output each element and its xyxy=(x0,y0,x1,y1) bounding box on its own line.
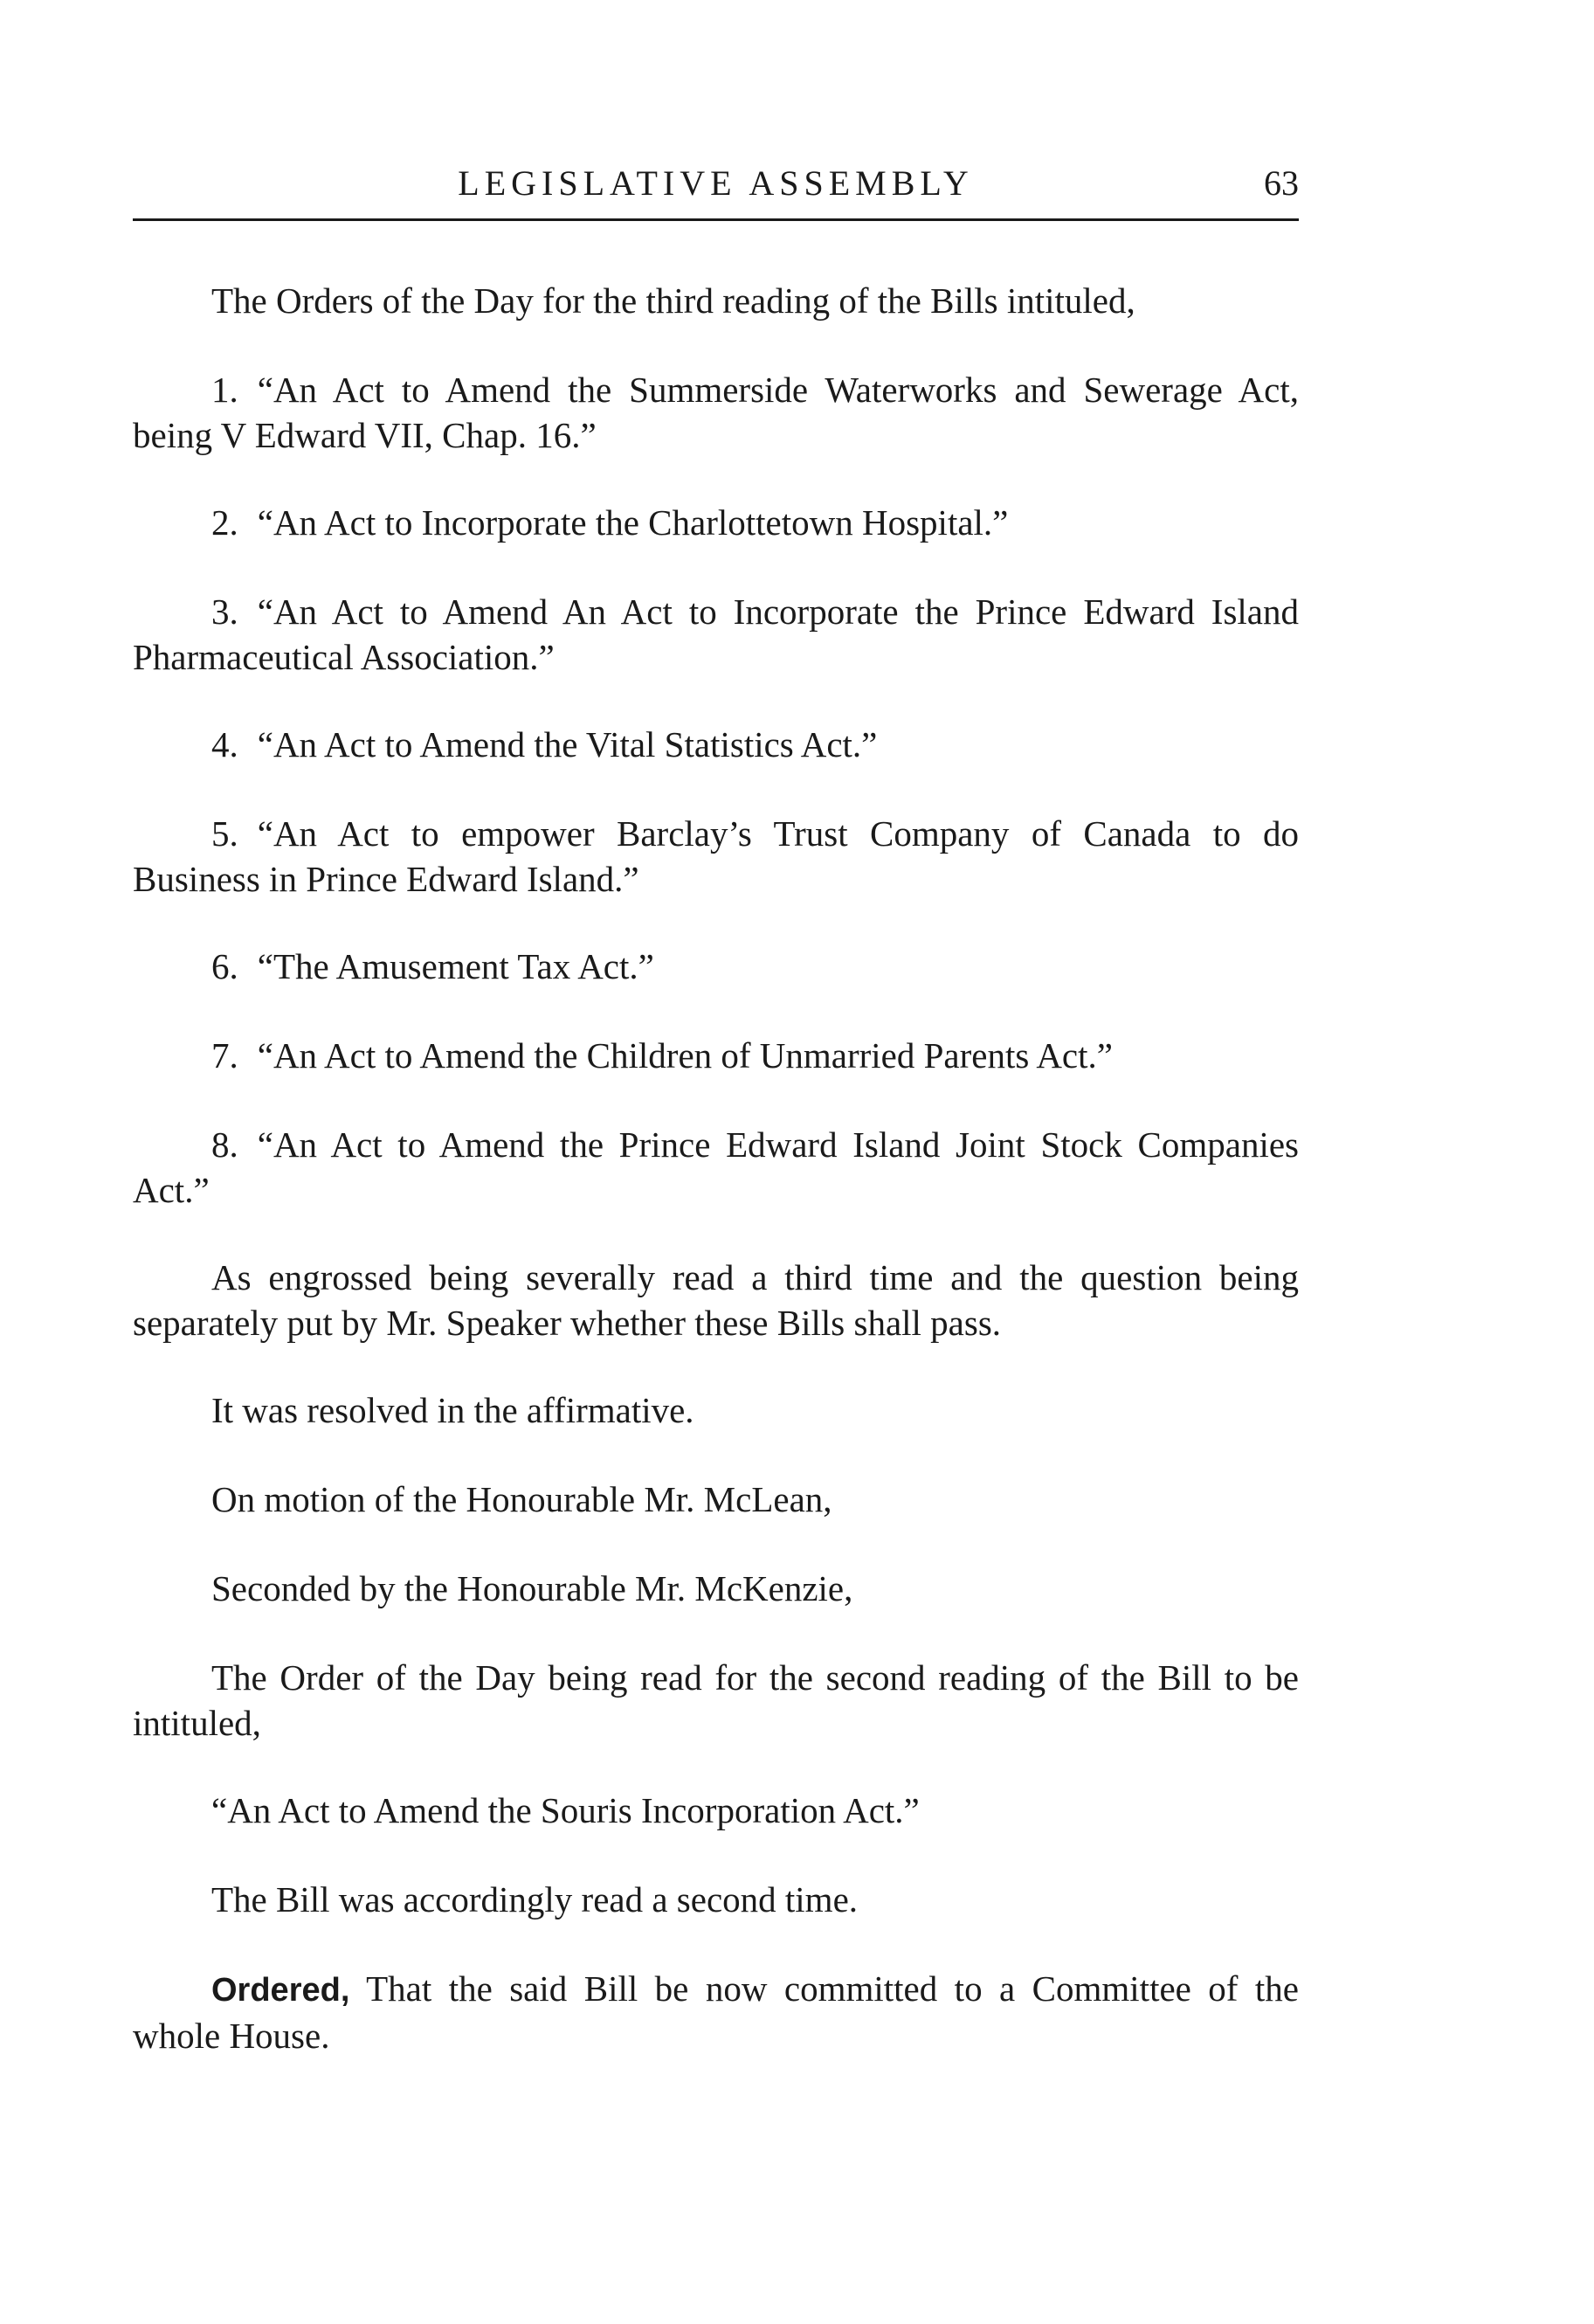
motion-paragraph: On motion of the Honourable Mr. McLean, xyxy=(211,1479,832,1519)
header-rule xyxy=(133,218,1299,221)
running-head xyxy=(133,159,1299,208)
order-second-reading-paragraph: The Order of the Day being read for the second reading of the Bill to be intituled, xyxy=(133,1657,1299,1743)
intro-paragraph: The Orders of the Day for the third reading of the Bills intituled, xyxy=(211,280,1135,321)
bill-title: “An Act to empower Barclay’s Trust Company of Canada to do Business in Prince Edward Island.” xyxy=(133,813,1299,899)
bill-item-7 xyxy=(133,1033,1299,1078)
bill-title: “An Act to Amend the Children of Unmarried Parents Act.” xyxy=(257,1035,1113,1076)
bill-number: 1. xyxy=(211,370,238,410)
ordered-text: That the said Bill be now committed to a Committee of the whole House. xyxy=(133,1968,1299,2056)
running-title: LEGISLATIVE ASSEMBLY xyxy=(458,163,974,203)
bill-title: “An Act to Amend An Act to Incorporate the Prince Edward Island Pharmaceutical Association.” xyxy=(133,591,1299,677)
bill-number: 5. xyxy=(211,813,238,854)
bill-number: 8. xyxy=(211,1124,238,1165)
read-second-paragraph: The Bill was accordingly read a second time. xyxy=(211,1879,859,1919)
bill-item-3 xyxy=(133,589,1299,680)
bill-number: 3. xyxy=(211,591,238,632)
ordered-lead: Ordered, xyxy=(211,1972,350,2009)
bill-number: 6. xyxy=(211,946,238,986)
souris-bill-title: “An Act to Amend the Souris Incorporation Act.” xyxy=(211,1790,920,1830)
bill-item-1 xyxy=(133,367,1299,458)
page-number: 63 xyxy=(1264,163,1299,203)
bill-number: 2. xyxy=(211,502,238,543)
ordered-paragraph xyxy=(133,1966,1299,2058)
bill-title: “An Act to Amend the Vital Statistics Act.” xyxy=(257,724,878,764)
bill-number: 4. xyxy=(211,724,238,764)
bill-item-8 xyxy=(133,1122,1299,1213)
engrossed-paragraph: As engrossed being severally read a third time and the question being separately put by Mr. Speaker whether these Bills shall pass. xyxy=(133,1257,1299,1343)
bill-title: “An Act to Amend the Summerside Waterworks and Sewerage Act, being V Edward VII, Chap. 16.” xyxy=(133,370,1299,455)
bill-title: “An Act to Amend the Prince Edward Island Joint Stock Companies Act.” xyxy=(133,1124,1299,1210)
bill-item-2 xyxy=(133,500,1299,545)
resolved-paragraph: It was resolved in the affirmative. xyxy=(211,1390,694,1430)
bill-number: 7. xyxy=(211,1035,238,1076)
bill-title: “An Act to Incorporate the Charlottetown Hospital.” xyxy=(257,502,1009,543)
seconded-paragraph: Seconded by the Honourable Mr. McKenzie, xyxy=(211,1568,853,1608)
bill-item-5 xyxy=(133,811,1299,902)
bill-title: “The Amusement Tax Act.” xyxy=(257,946,654,986)
bill-item-4 xyxy=(133,722,1299,767)
body-text xyxy=(133,278,1299,2100)
bill-item-6 xyxy=(133,944,1299,989)
